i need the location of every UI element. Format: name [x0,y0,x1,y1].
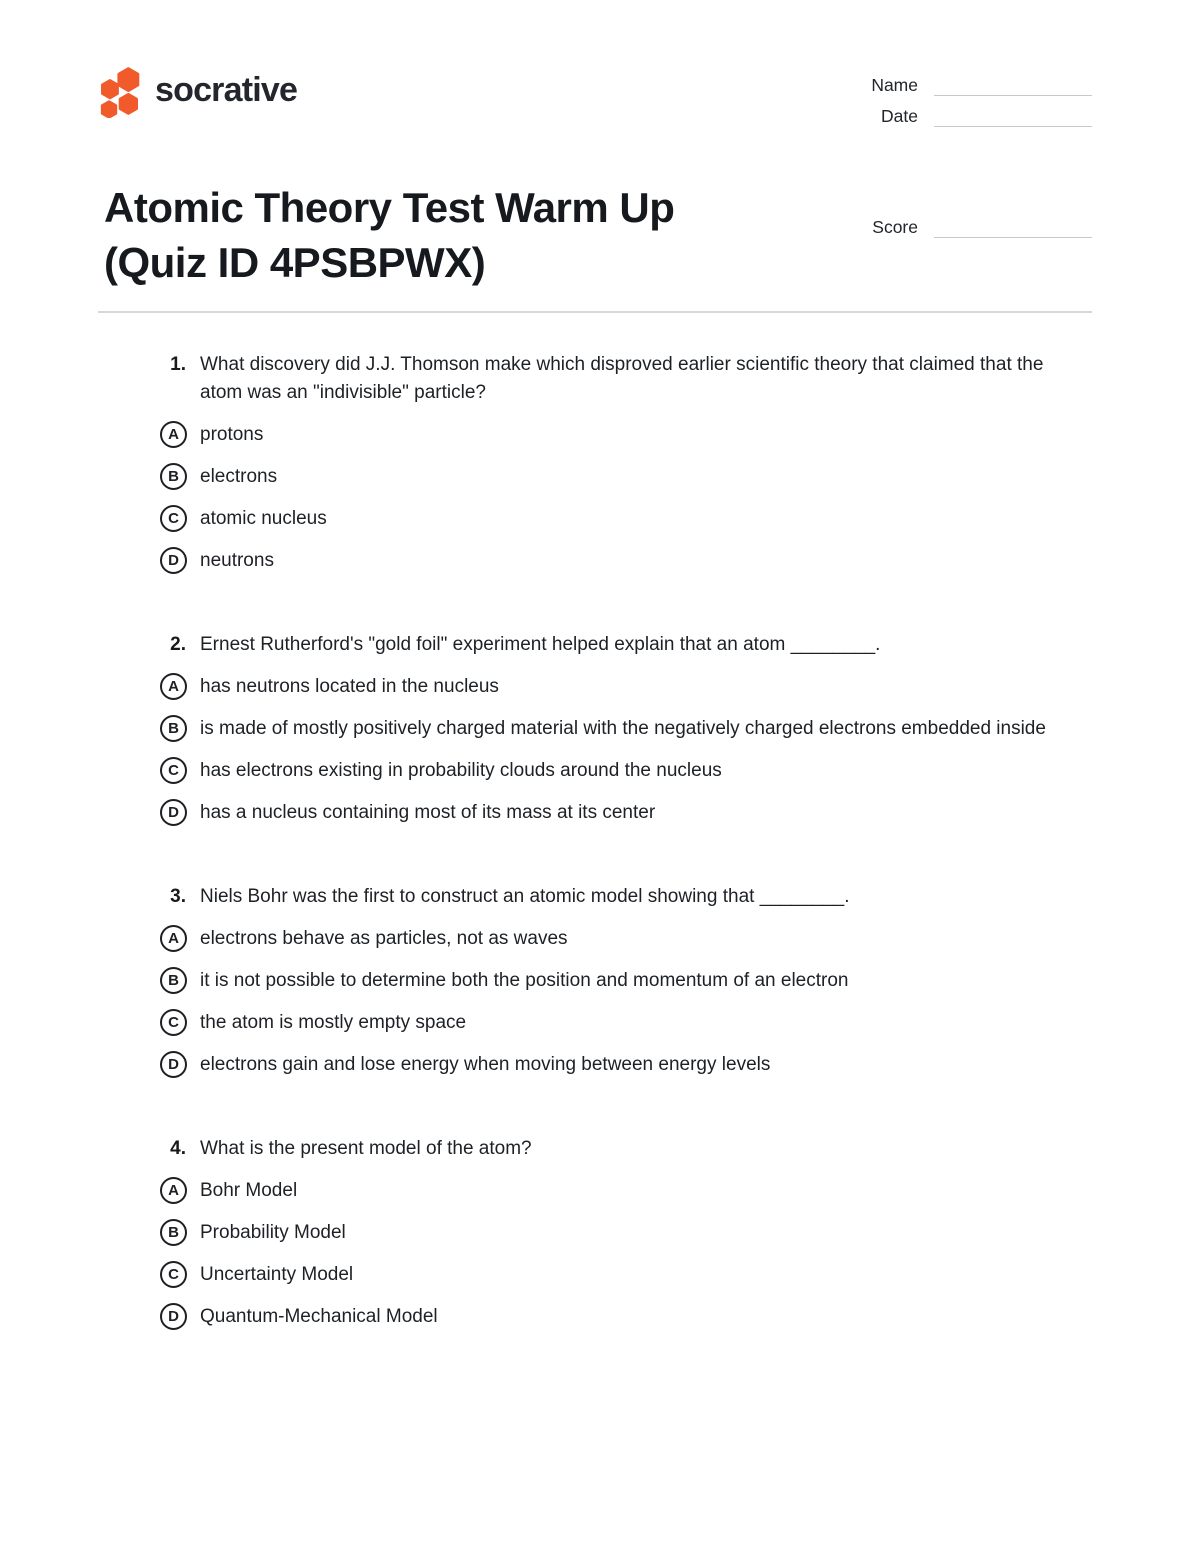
answer-option [160,1260,1090,1289]
name-date-fields [860,66,1092,136]
quiz-title-line1: Atomic Theory Test Warm Up [104,184,675,231]
answer-option [160,420,1090,449]
option-text: it is not possible to determine both the position and momentum of an electron [200,970,849,991]
score-label: Score [872,217,918,237]
score-blank-line [934,217,1092,238]
option-text: the atom is mostly empty space [200,1012,467,1033]
option-text: Quantum-Mechanical Model [200,1306,438,1327]
option-text: is made of mostly positively charged material with the negatively charged electrons embedded inside [200,718,1046,739]
answer-option [160,546,1090,575]
answer-option [160,462,1090,491]
page-header [0,0,1200,136]
option-letter-badge: A [160,1177,187,1204]
option-text: Bohr Model [200,1180,298,1201]
option-letter-badge: D [160,1303,187,1330]
answer-option [160,1302,1090,1331]
option-letter-badge: B [160,463,187,490]
option-text: protons [200,424,264,445]
option-letter-badge: A [160,421,187,448]
question-number: 4. [170,1138,186,1159]
date-label: Date [881,106,918,126]
answer-options [160,924,1090,1079]
brand-wordmark: socrative [155,70,298,109]
question-text: Niels Bohr was the first to construct an atomic model showing that ________. [200,886,850,907]
option-letter-badge: D [160,799,187,826]
answer-option [160,672,1090,701]
question-block-3 [160,883,1090,1079]
answer-option [160,714,1090,743]
option-text: electrons [200,466,278,487]
option-text: electrons gain and lose energy when moving between energy levels [200,1054,771,1075]
question-block-2 [160,631,1090,827]
option-text: Probability Model [200,1222,346,1243]
option-letter-badge: A [160,673,187,700]
name-blank-line [934,75,1092,96]
question-heading [160,631,1090,659]
answer-option [160,966,1090,995]
date-field [860,105,1092,127]
option-letter-badge: C [160,1009,187,1036]
questions-list [0,313,1200,1331]
answer-options [160,1176,1090,1331]
score-field [860,216,1092,238]
quiz-title [104,180,674,290]
question-number: 3. [170,886,186,907]
answer-option [160,1050,1090,1079]
answer-option [160,798,1090,827]
option-text: neutrons [200,550,274,571]
question-heading [160,1135,1090,1163]
option-letter-badge: D [160,547,187,574]
title-row [0,136,1200,290]
answer-option [160,504,1090,533]
quiz-title-line2: (Quiz ID 4PSBPWX) [104,239,486,286]
option-text: atomic nucleus [200,508,327,529]
answer-options [160,420,1090,575]
option-letter-badge: C [160,505,187,532]
option-letter-badge: C [160,1261,187,1288]
socrative-hexagons-icon [98,66,144,118]
option-letter-badge: B [160,1219,187,1246]
question-text: What is the present model of the atom? [200,1138,532,1159]
option-letter-badge: B [160,715,187,742]
answer-option [160,1176,1090,1205]
score-field-col [860,180,1092,247]
option-text: electrons behave as particles, not as waves [200,928,568,949]
option-text: has neutrons located in the nucleus [200,676,499,697]
option-letter-badge: B [160,967,187,994]
answer-option [160,924,1090,953]
name-field [860,74,1092,96]
date-blank-line [934,106,1092,127]
answer-option [160,1218,1090,1247]
option-letter-badge: A [160,925,187,952]
question-text: Ernest Rutherford's "gold foil" experiment helped explain that an atom ________. [200,634,881,655]
question-block-4 [160,1135,1090,1331]
option-text: Uncertainty Model [200,1264,354,1285]
option-letter-badge: D [160,1051,187,1078]
answer-options [160,672,1090,827]
question-heading [160,883,1090,911]
option-letter-badge: C [160,757,187,784]
question-block-1 [160,351,1090,575]
question-text: What discovery did J.J. Thomson make which disproved earlier scientific theory that claimed that the atom was an "indivisible" particle? [200,354,1044,403]
question-number: 1. [170,354,186,375]
question-heading [160,351,1090,407]
option-text: has a nucleus containing most of its mass at its center [200,802,656,823]
question-number: 2. [170,634,186,655]
socrative-logo [98,66,297,118]
option-text: has electrons existing in probability clouds around the nucleus [200,760,722,781]
answer-option [160,756,1090,785]
name-label: Name [871,75,918,95]
answer-option [160,1008,1090,1037]
